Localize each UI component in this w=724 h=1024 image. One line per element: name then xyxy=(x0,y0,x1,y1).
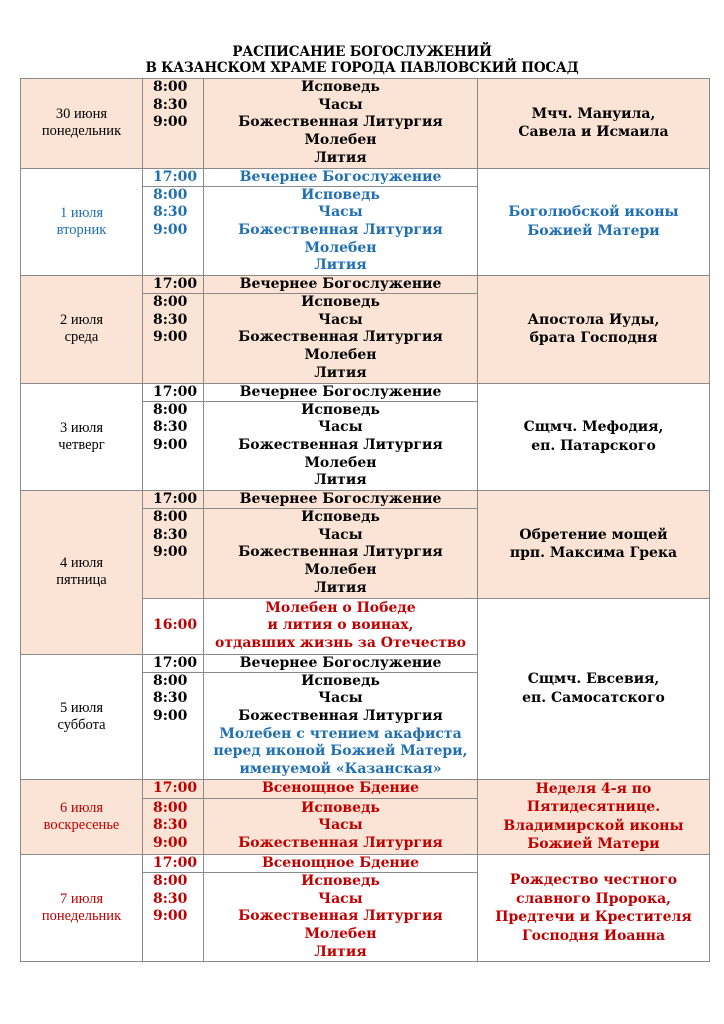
saint-cell: Неделя 4-я по Пятидесятнице. Владимирской иконы Божией Матери xyxy=(478,779,710,854)
service-cell: Исповедь Часы Божественная Литургия Молебен Лития xyxy=(204,401,478,491)
service-cell: Вечернее Богослужение xyxy=(204,276,478,294)
day-row-30-june xyxy=(21,79,710,169)
time-cell: 17:00 xyxy=(143,383,204,401)
evening-row xyxy=(21,276,710,294)
saint-cell: Апостола Иуды, брата Господня xyxy=(478,276,710,384)
time-cell: 8:00 8:30 9:00 xyxy=(143,186,204,276)
service-cell: Вечернее Богослужение xyxy=(204,654,478,672)
saint-cell: Мчч. Мануила, Савела и Исмаила xyxy=(478,79,710,169)
service-cell: Вечернее Богослужение xyxy=(204,491,478,509)
service-cell: Исповедь Часы Божественная Литургия Молебен Лития xyxy=(204,79,478,169)
time-cell: 8:00 8:30 9:00 xyxy=(143,672,204,779)
evening-row xyxy=(21,779,710,798)
service-cell: Исповедь Часы Божественная Литургия Молебен с чтением акафиста перед иконой Божией Матери, именуемой «Казанская» xyxy=(204,672,478,779)
date-cell: 5 июля суббота xyxy=(21,654,143,779)
page-title: РАСПИСАНИЕ БОГОСЛУЖЕНИЙ xyxy=(232,44,492,60)
evening-row xyxy=(21,168,710,186)
saint-cell: Боголюбской иконы Божией Матери xyxy=(478,168,710,276)
page-subtitle: В КАЗАНСКОМ ХРАМЕ ГОРОДА ПАВЛОВСКИЙ ПОСАД xyxy=(145,60,579,76)
service-cell: Исповедь Часы Божественная Литургия Молебен Лития xyxy=(204,872,478,962)
service-cell: Всенощное Бдение xyxy=(204,779,478,798)
time-cell: 17:00 xyxy=(143,491,204,509)
saint-cell: Рождество честного славного Пророка, Предтечи и Крестителя Господня Иоанна xyxy=(478,854,710,962)
time-cell: 8:00 8:30 9:00 xyxy=(143,401,204,491)
service-cell: Исповедь Часы Божественная Литургия Молебен Лития xyxy=(204,294,478,384)
time-cell: 16:00 xyxy=(143,598,204,654)
time-cell: 17:00 xyxy=(143,168,204,186)
time-cell: 8:00 8:30 9:00 xyxy=(143,79,204,169)
time-cell: 8:00 8:30 9:00 xyxy=(143,509,204,599)
saint-cell: Сщмч. Евсевия, еп. Самосатского xyxy=(478,598,710,779)
service-cell: Исповедь Часы Божественная Литургия Молебен Лития xyxy=(204,186,478,276)
date-cell: 3 июля четверг xyxy=(21,383,143,491)
time-cell: 17:00 xyxy=(143,654,204,672)
service-cell: Всенощное Бдение xyxy=(204,854,478,872)
evening-row xyxy=(21,491,710,509)
date-cell: 30 июня понедельник xyxy=(21,79,143,169)
date-cell: 6 июля воскресенье xyxy=(21,779,143,854)
time-cell: 17:00 xyxy=(143,854,204,872)
saint-cell: Сщмч. Мефодия, еп. Патарского xyxy=(478,383,710,491)
service-cell: Вечернее Богослужение xyxy=(204,168,478,186)
time-cell: 8:00 8:30 9:00 xyxy=(143,798,204,854)
date-cell: 1 июля вторник xyxy=(21,168,143,276)
service-cell: Вечернее Богослужение xyxy=(204,383,478,401)
time-cell: 17:00 xyxy=(143,779,204,798)
evening-row xyxy=(21,383,710,401)
time-cell: 17:00 xyxy=(143,276,204,294)
date-cell: 7 июля понедельник xyxy=(21,854,143,962)
date-cell: 2 июля среда xyxy=(21,276,143,384)
service-cell: Молебен о Победе и лития о воинах, отдавших жизнь за Отечество xyxy=(204,598,478,654)
service-cell: Исповедь Часы Божественная Литургия Молебен Лития xyxy=(204,509,478,599)
evening-row xyxy=(21,854,710,872)
schedule-table xyxy=(20,78,710,962)
time-cell: 8:00 8:30 9:00 xyxy=(143,872,204,962)
service-cell: Исповедь Часы Божественная Литургия xyxy=(204,798,478,854)
time-cell: 8:00 8:30 9:00 xyxy=(143,294,204,384)
saint-cell: Обретение мощей прп. Максима Грека xyxy=(478,491,710,599)
date-cell: 4 июля пятница xyxy=(21,491,143,655)
